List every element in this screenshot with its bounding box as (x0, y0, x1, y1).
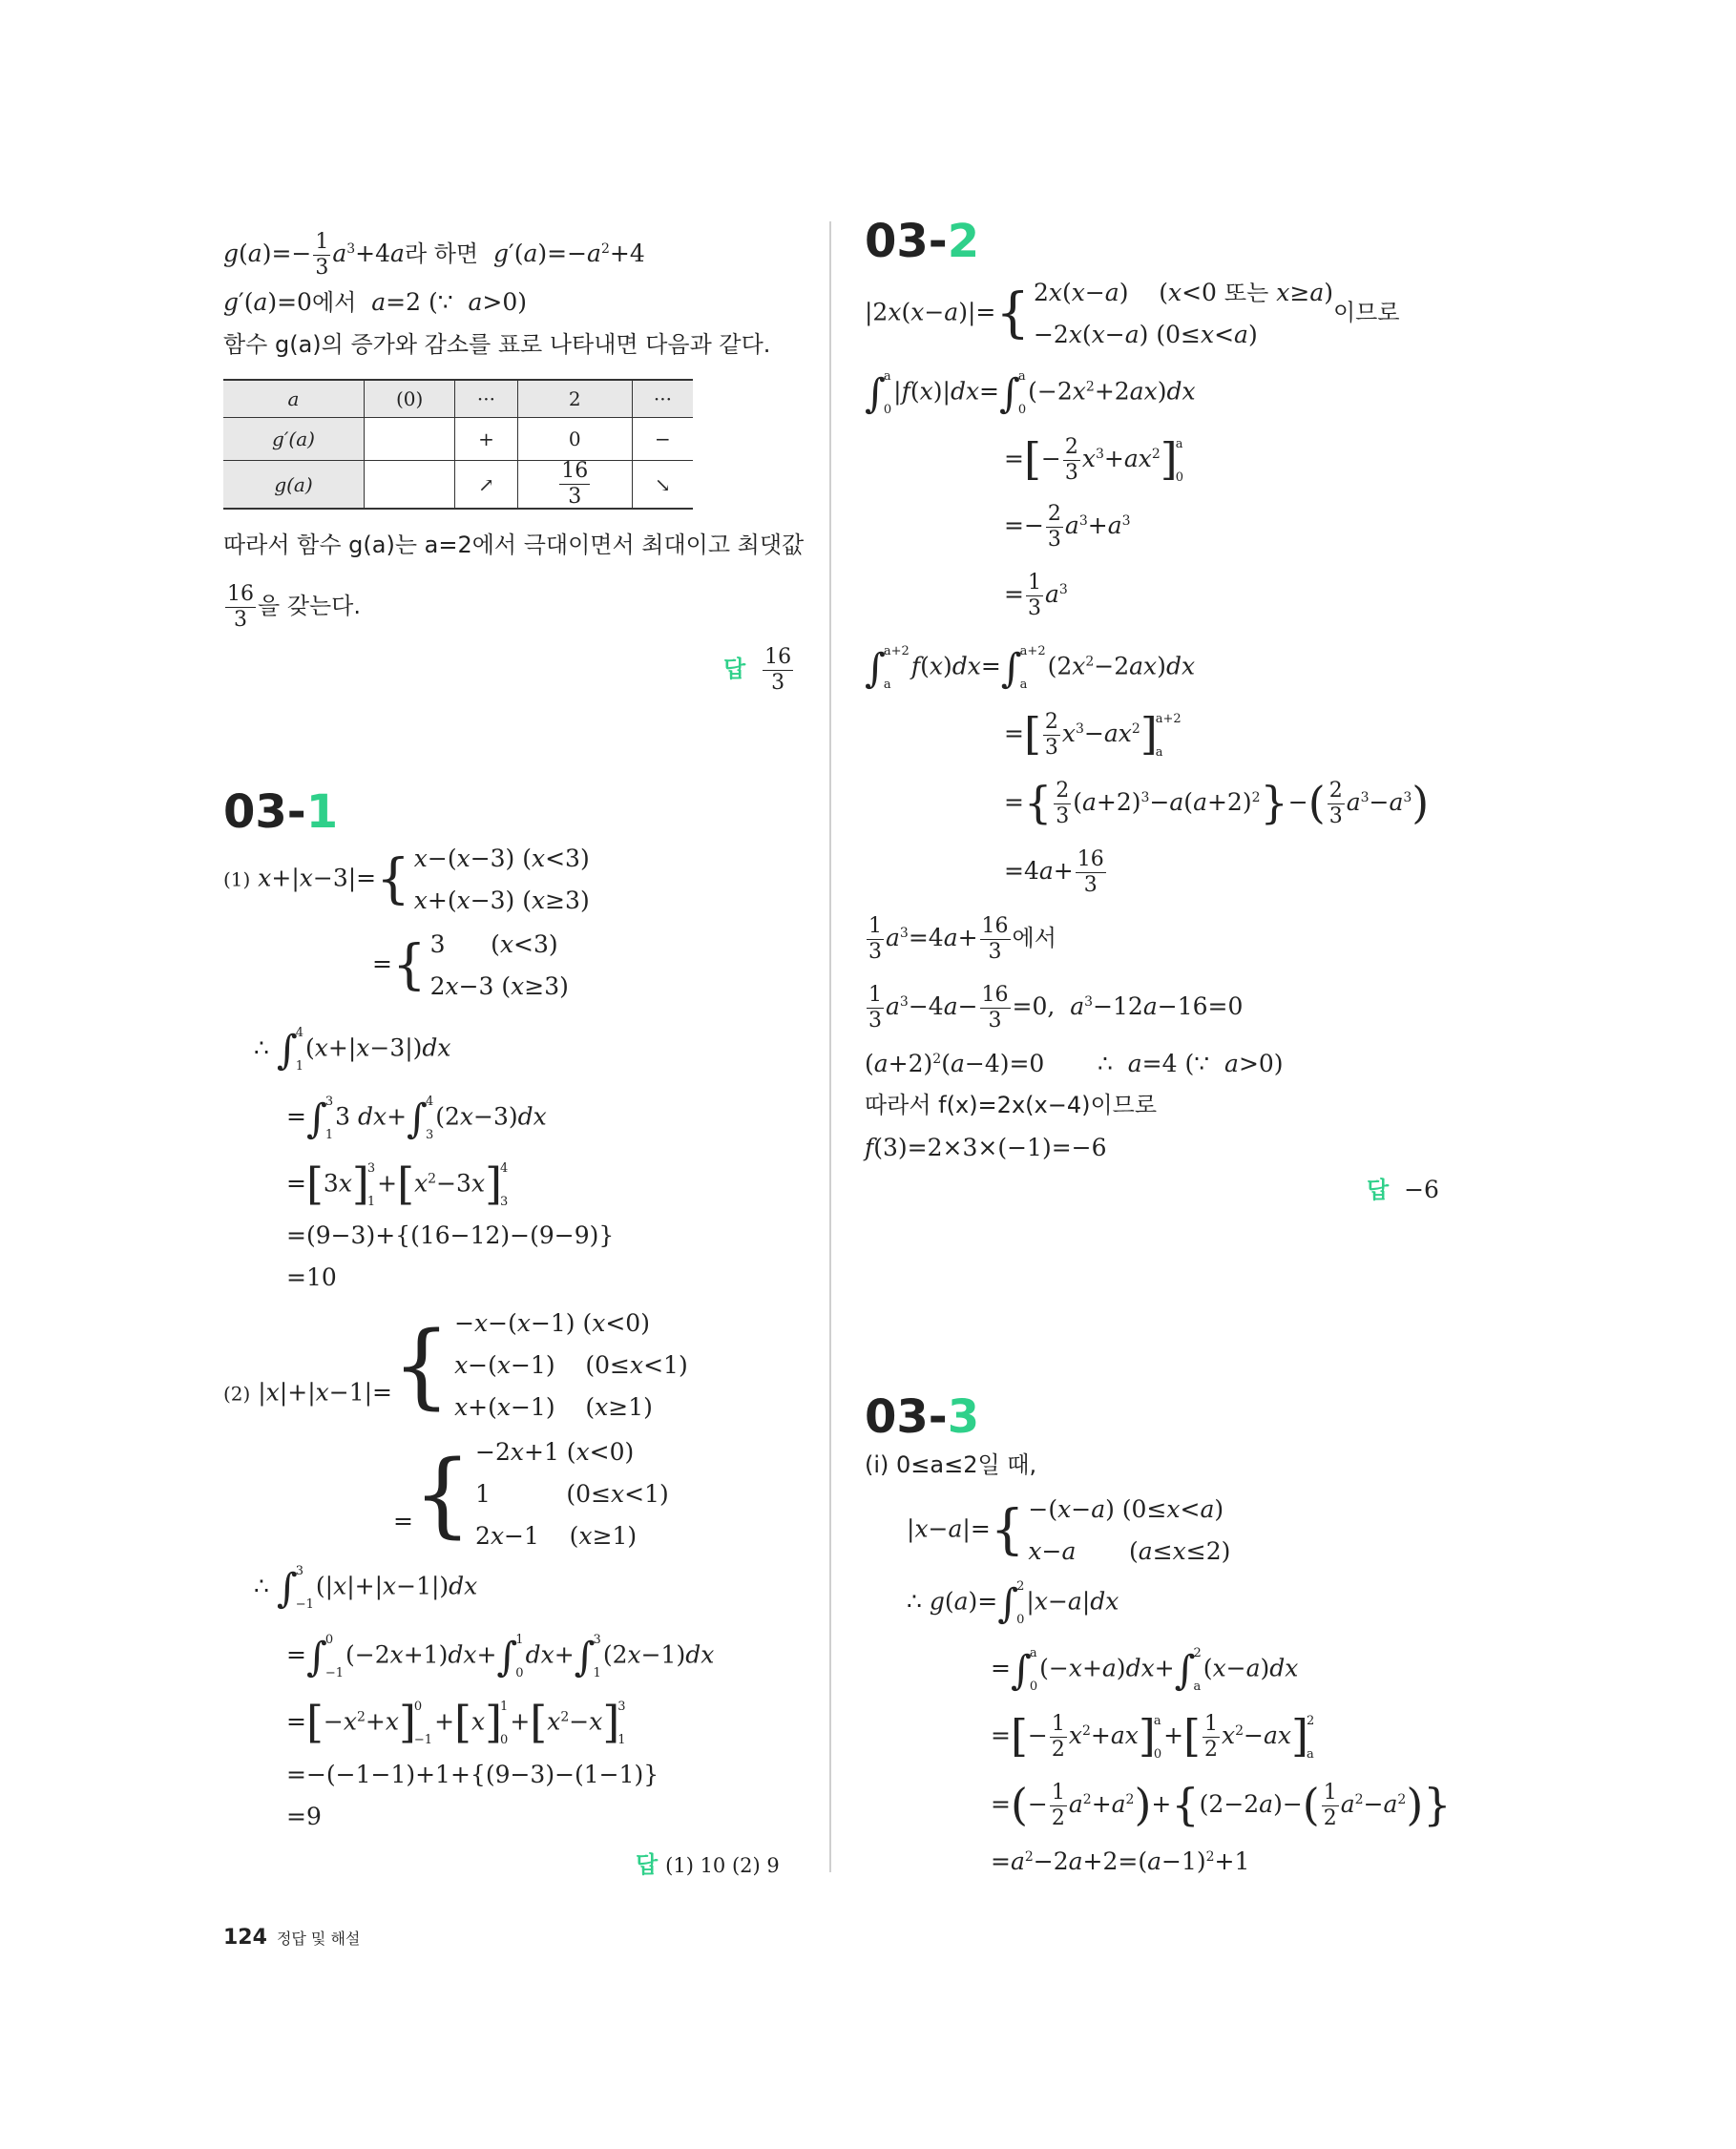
math-1-c: ∴ ∫ 4 1 (x+|x−3|)dx (254, 1026, 451, 1074)
line-case-i: (i) 0≤a≤2일 때, (865, 1451, 1037, 1478)
math-1-b: ={ 3 (x<3) 2x−3 (x≥3) (372, 930, 569, 1000)
math-4-d: =[− $\frac{1}{2}$ $x^2+ax$] a 0 +[ $\frac{1}{2}$ $x^2-ax$] 2 a (991, 1710, 1315, 1762)
table-cell (364, 418, 454, 461)
math-3-e: = $\frac{1}{3}$ $a^3$ (1004, 571, 1068, 620)
math-3-c: =[− $\frac{2}{3}$ $x^3+ax^2$] a 0 (1004, 433, 1184, 485)
text-haramyeon: 라 하면 (404, 240, 479, 267)
math-2-d: =∫ 0 −1 (−2x+1)dx+∫ 1 0 dx+∫ 3 1 (2x−1)dx (286, 1633, 715, 1680)
math-3-k: $\frac{1}{3}$ $a^3-4a-$ $\frac{16}{3}$ =0, $a^3-12a-16=0$ (868, 983, 1244, 1033)
table-cell: g′(a) (223, 418, 364, 461)
table-row (223, 418, 693, 461)
table-cell: 0 (517, 418, 632, 461)
column-divider (829, 221, 831, 1872)
math-2-f: =−(−1−1)+1+{(9−3)−(1−1)} (286, 1761, 659, 1788)
increase-decrease-table (223, 379, 693, 510)
math-1-g: =10 (286, 1263, 337, 1291)
math-3-m: 따라서 f(x)=2x(x−4)이므로 (865, 1092, 1158, 1118)
math-4-a: |x−a|={ −(x−a) (0≤x<a) x−a (a≤x≤2) (907, 1495, 1231, 1565)
math-3-f: ∫ a+2 a f(x)dx=∫ a+2 a $(2x^2-2ax)dx$ (865, 644, 1196, 692)
table-cell (364, 461, 454, 510)
math-1-a: (1) x+|x−3|={ x−(x−3) (x<3) x+(x−3) (x≥3) (223, 845, 590, 914)
math-1-d: =∫ 3 1 3 dx+∫ 4 3 (2x−3)dx (286, 1095, 547, 1142)
math-4-c: =∫ a 0 (−x+a)dx+∫ 2 a (x−a)dx (991, 1646, 1299, 1694)
line-conclusion: 따라서 함수 g(a)는 a=2에서 극대이면서 최대이고 최댓값 (223, 532, 805, 558)
math-3-h: ={ $\frac{2}{3}$ $(a+2)^3-a(a+2)^2\}-$( $\frac{2}{3}$ $a^3-a^3$) (1004, 777, 1430, 828)
line-table-intro: 함수 g(a)의 증가와 감소를 표로 나타내면 다음과 같다. (223, 331, 771, 358)
math-3-j: $\frac{1}{3}$ $a^3=4a+$ $\frac{16}{3}$ 에서 (868, 914, 1056, 964)
answer-03-2: 답 −6 (1367, 1176, 1439, 1203)
table-cell: + (455, 418, 517, 461)
table-row (223, 380, 693, 418)
page-footer (223, 1926, 360, 1950)
math-1-f: =(9−3)+{(16−12)−(9−9)} (286, 1221, 615, 1249)
math-3-l: $(a+2)^2(a-4)=0$ ∴ a=4 (∵ a>0) (865, 1050, 1284, 1077)
table-cell: − (632, 418, 693, 461)
table-cell: 2 (517, 380, 632, 418)
page-number: 124 (223, 1926, 267, 1950)
decrease-arrow-icon: ↘ (632, 461, 693, 510)
table-cell: (0) (364, 380, 454, 418)
math-2-c: ∴ ∫ 3 −1 (|x|+|x−1|)dx (254, 1564, 478, 1612)
answer-03-1: 답 (1) 10 (2) 9 (636, 1851, 780, 1878)
math-3-a: |2x(x−a)|={ 2x(x−a) (x<0 또는 x≥a) −2x(x−a) (0≤x<a)이므로 (865, 279, 1400, 348)
math-1-e: =[3x] 3 1 $+[x^2-3x]$ 4 3 (286, 1158, 509, 1210)
text-eseo: 에서 (311, 289, 357, 316)
math-2-g: =9 (286, 1803, 322, 1830)
math-4-b: ∴ g(a)=∫ 2 0 |x−a|dx (907, 1579, 1119, 1627)
increase-arrow-icon: ↗ (455, 461, 517, 510)
section-title-03-3: 03-3 (865, 1390, 980, 1444)
table-cell: a (223, 380, 364, 418)
math-3-n: f(3)=2×3×(−1)=−6 (865, 1134, 1107, 1161)
table-cell: g(a) (223, 461, 364, 510)
line-critical: g′(a)=0에서 a=2 (∵ a>0) (223, 288, 528, 316)
math-2-b: ={ −2x+1 (x<0) 1 (0≤x<1) 2x−1 (x≥1) (393, 1438, 669, 1550)
math-2-a: $_{(2)}$ |x|+|x−1|={ −x−(x−1) (x<0) x−(x−1) (0≤x<1) x+(x−1) (x≥1) (223, 1309, 688, 1421)
math-3-g: =[ $\frac{2}{3}$ $x^3-ax^2$] a+2 a (1004, 708, 1182, 760)
math-3-i: =4a+ $\frac{16}{3}$ (1004, 847, 1104, 897)
table-cell: ··· (632, 380, 693, 418)
math-4-f: $=a^2-2a+2=(a-1)^2+1$ (991, 1847, 1250, 1875)
answer-top: 답 $\frac{16}{3}$ (723, 645, 792, 695)
math-4-e: =(− $\frac{1}{2}$ $a^2+a^2)+\{(2-2a)-$( $\frac{1}{2}$ $a^2-a^2$)} (991, 1779, 1452, 1830)
math-3-b: ∫ a 0 |f(x)|dx=∫ a 0 $(-2x^2+2ax)dx$ (865, 369, 1196, 417)
table-row (223, 461, 693, 510)
math-2-e: $=[-x^2+x]$ 0 −1 +[x] 1 0 $+[x^2-x]$ 3 1 (286, 1696, 626, 1748)
line-conclusion-2: $\frac{16}{3}$ 을 갖는다. (227, 582, 361, 632)
footer-label: 정답 및 해설 (276, 1930, 361, 1948)
table-cell: $\frac{16}{3}$ (517, 461, 632, 510)
section-title-03-1: 03-1 (223, 785, 339, 839)
line-g-def: g(a)=− $\frac{1}{3}$ $a^3+4a$라 하면 $g'(a)=-a^2+4$ (223, 230, 645, 280)
math-3-d: =− $\frac{2}{3}$ $a^3+a^3$ (1004, 502, 1131, 552)
section-title-03-2: 03-2 (865, 215, 980, 268)
table-cell: ··· (455, 380, 517, 418)
